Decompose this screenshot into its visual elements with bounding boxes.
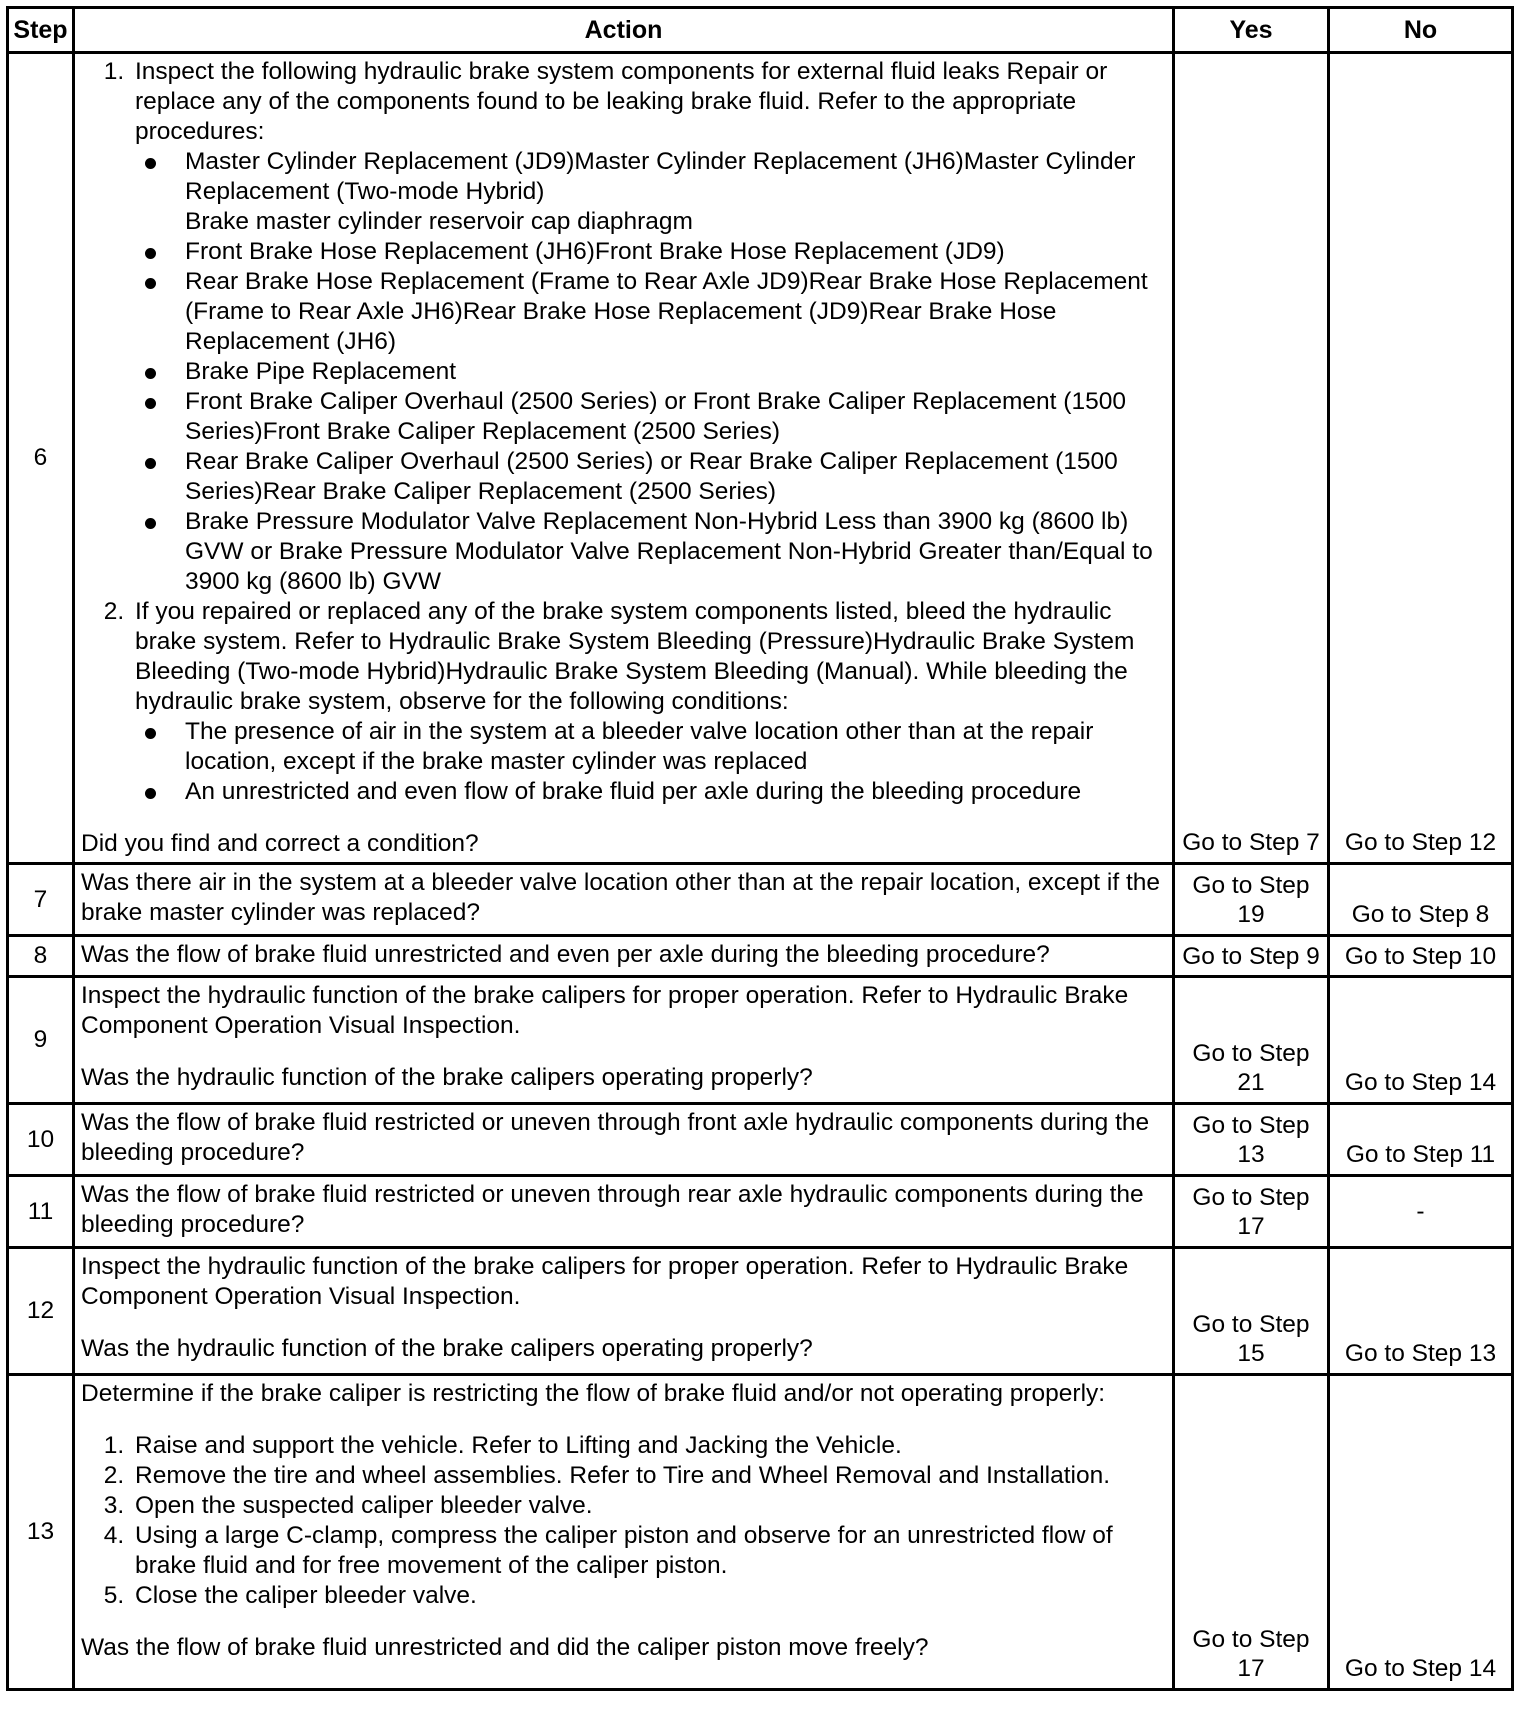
bullet-item (181, 147, 1168, 237)
question-text: Was the flow of brake fluid restricted or uneven through rear axle hydraulic components during the bleeding procedure? (74, 1176, 1174, 1248)
question-text: Was the flow of brake fluid restricted or uneven through front axle hydraulic components during the bleeding procedure? (74, 1104, 1174, 1176)
step-number: 7 (8, 864, 74, 936)
no-result: Go to Step 10 (1329, 936, 1513, 977)
action-cell (74, 1375, 1174, 1690)
no-result: - (1329, 1176, 1513, 1248)
bullet-list (135, 147, 1168, 597)
step-number: 12 (8, 1248, 74, 1375)
bullet-item: An unrestricted and even flow of brake fluid per axle during the bleeding procedure (181, 777, 1168, 807)
list-item-text: If you repaired or replaced any of the brake system components listed, bleed the hydraulic brake system. Refer to Hydraulic Brake System Bleeding (Pressure)Hydraulic Brake System Bleeding (Two-mode Hybrid)Hydraulic Brake System Bleeding (Manual). While bleeding the hydraulic brake system, observe for the following conditions: (135, 598, 1135, 715)
step-number: 10 (8, 1104, 74, 1176)
bullet-extra-text: Brake master cylinder reservoir cap diaphragm (185, 208, 693, 235)
bullet-item: Rear Brake Hose Replacement (Frame to Rear Axle JD9)Rear Brake Hose Replacement (Frame to Rear Axle JH6)Rear Brake Hose Replacement (JD9)Rear Brake Hose Replacement (JH6) (181, 267, 1168, 357)
no-result: Go to Step 14 (1329, 1375, 1513, 1690)
bullet-item: Brake Pressure Modulator Valve Replacement Non-Hybrid Less than 3900 kg (8600 lb) GVW or Brake Pressure Modulator Valve Replacement Non-Hybrid Greater than/Equal to 3900 kg (8600 lb) GVW (181, 507, 1168, 597)
bullet-item: Front Brake Hose Replacement (JH6)Front Brake Hose Replacement (JD9) (181, 237, 1168, 267)
step-number: 11 (8, 1176, 74, 1248)
list-item (131, 597, 1168, 807)
bullet-item: Rear Brake Caliper Overhaul (2500 Series) or Rear Brake Caliper Replacement (1500 Series)Rear Brake Caliper Replacement (2500 Series) (181, 447, 1168, 507)
intro-text: Inspect the hydraulic function of the brake calipers for proper operation. Refer to Hydraulic Brake Component Operation Visual Inspection. (81, 982, 1129, 1039)
bullet-item: The presence of air in the system at a bleeder valve location other than at the repair location, except if the brake master cylinder was replaced (181, 717, 1168, 777)
header-step: Step (8, 8, 74, 53)
header-row (8, 8, 1513, 53)
yes-result: Go to Step 21 (1174, 977, 1329, 1104)
header-yes: Yes (1174, 8, 1329, 53)
yes-result: Go to Step 17 (1174, 1375, 1329, 1690)
list-item (131, 57, 1168, 597)
question-text: Was there air in the system at a bleeder valve location other than at the repair location, except if the brake master cylinder was replaced? (74, 864, 1174, 936)
question-text: Was the flow of brake fluid unrestricted and did the caliper piston move freely? (81, 1634, 929, 1661)
table-row-step-7 (8, 864, 1513, 936)
numbered-list (81, 1431, 1168, 1611)
yes-result: Go to Step 15 (1174, 1248, 1329, 1375)
list-item: 1. Raise and support the vehicle. Refer to Lifting and Jacking the Vehicle. (131, 1431, 1168, 1461)
bullet-item: Brake Pipe Replacement (181, 357, 1168, 387)
no-result: Go to Step 8 (1329, 864, 1513, 936)
table-row-step-6 (8, 53, 1513, 864)
numbered-list (81, 57, 1168, 807)
action-cell (74, 53, 1174, 864)
step-number: 9 (8, 977, 74, 1104)
no-result: Go to Step 13 (1329, 1248, 1513, 1375)
list-item: 4. Using a large C-clamp, compress the caliper piston and observe for an unrestricted flow of brake fluid and for free movement of the caliper piston. (131, 1521, 1168, 1581)
step-number: 6 (8, 53, 74, 864)
action-cell (74, 977, 1174, 1104)
table-row-step-13 (8, 1375, 1513, 1690)
action-cell (74, 1248, 1174, 1375)
question-text: Was the hydraulic function of the brake calipers operating properly? (81, 1335, 813, 1362)
no-result: Go to Step 12 (1329, 53, 1513, 864)
bullet-item: Front Brake Caliper Overhaul (2500 Series) or Front Brake Caliper Replacement (1500 Series)Front Brake Caliper Replacement (2500 Series) (181, 387, 1168, 447)
step-number: 8 (8, 936, 74, 977)
list-item-text: Inspect the following hydraulic brake system components for external fluid leaks Repair or replace any of the components found to be leaking brake fluid. Refer to the appropriate procedures: (135, 58, 1108, 145)
yes-result: Go to Step 7 (1174, 53, 1329, 864)
table-row-step-8 (8, 936, 1513, 977)
diagnostic-table (6, 6, 1514, 1691)
bullet-text: Master Cylinder Replacement (JD9)Master Cylinder Replacement (JH6)Master Cylinder Replacement (Two-mode Hybrid) (185, 148, 1136, 205)
table-row-step-9 (8, 977, 1513, 1104)
list-item: 3. Open the suspected caliper bleeder valve. (131, 1491, 1168, 1521)
yes-result: Go to Step 13 (1174, 1104, 1329, 1176)
step-number: 13 (8, 1375, 74, 1690)
question-text: Was the hydraulic function of the brake calipers operating properly? (81, 1064, 813, 1091)
no-result: Go to Step 11 (1329, 1104, 1513, 1176)
table-row-step-10 (8, 1104, 1513, 1176)
no-result: Go to Step 14 (1329, 977, 1513, 1104)
table-row-step-11 (8, 1176, 1513, 1248)
question-text: Did you find and correct a condition? (81, 830, 479, 857)
question-text: Was the flow of brake fluid unrestricted and even per axle during the bleeding procedure? (74, 936, 1174, 977)
intro-text: Inspect the hydraulic function of the brake calipers for proper operation. Refer to Hydraulic Brake Component Operation Visual Inspection. (81, 1253, 1129, 1310)
header-action: Action (74, 8, 1174, 53)
list-item: 2. Remove the tire and wheel assemblies. Refer to Tire and Wheel Removal and Installation. (131, 1461, 1168, 1491)
yes-result: Go to Step 17 (1174, 1176, 1329, 1248)
intro-text: Determine if the brake caliper is restricting the flow of brake fluid and/or not operating properly: (81, 1380, 1106, 1407)
yes-result: Go to Step 19 (1174, 864, 1329, 936)
list-item: 5. Close the caliper bleeder valve. (131, 1581, 1168, 1611)
header-no: No (1329, 8, 1513, 53)
yes-result: Go to Step 9 (1174, 936, 1329, 977)
table-row-step-12 (8, 1248, 1513, 1375)
bullet-list (135, 717, 1168, 807)
